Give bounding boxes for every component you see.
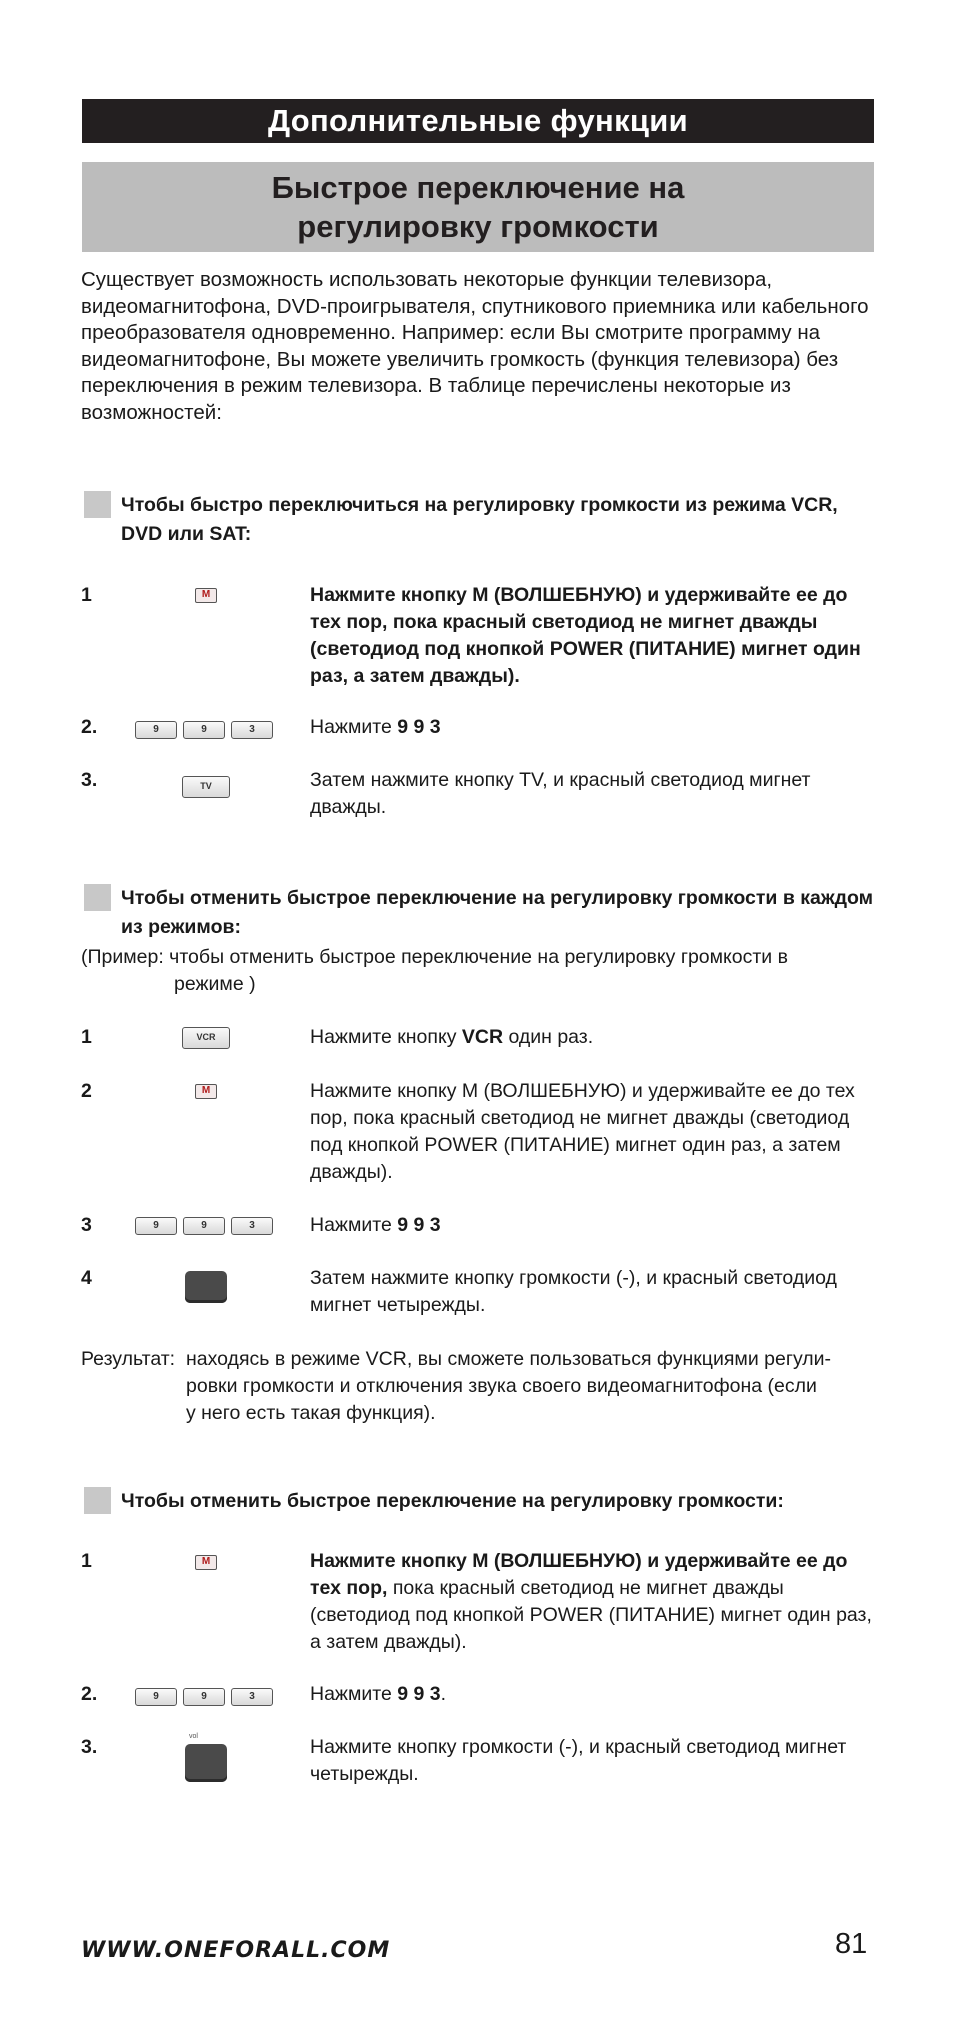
step-text-bold: VCR [461,1026,504,1048]
section-1-heading [84,491,874,549]
vol-label: vol [189,1733,198,1740]
step-text [310,1024,880,1051]
step-text-plain: Нажмите [310,716,398,738]
step-text-bold: 9 9 3 [397,1214,441,1236]
step-text-bold: 9 9 3 [397,716,441,738]
step-number: 3 [81,1214,92,1236]
magic-key-icon: M [195,588,217,603]
step-number: 3. [81,1736,98,1758]
step-text-plain: один раз. [503,1026,594,1048]
step-text-plain: Нажмите кнопку [310,1026,462,1048]
key-9-icon: 9 [183,721,225,739]
step-number: 4 [81,1267,92,1289]
section-header: Дополнительные функции [82,99,874,143]
step-number: 1 [81,584,92,606]
result-line: у него есть такая функция). [186,1402,436,1424]
section-1-title: Чтобы быстро переключиться на регулировку громкости из режима VCR, DVD или SAT: [121,494,838,545]
step-text: Нажмите кнопку громкости (-), и красный светодиод мигнет четырежды. [310,1736,847,1785]
step-number: 3. [81,769,98,791]
step-text-bold: Нажмите кнопку M (ВОЛШЕБНУЮ) и удерживайте ее до тех пор, [310,1550,848,1599]
step-text [310,1681,880,1708]
key-9-icon: 9 [135,1688,177,1706]
step-number: 2 [81,1080,92,1102]
step-text-plain: пока красный светодиод не мигнет дважды (светодиод под кнопкой POWER (ПИТАНИЕ) мигнет один раз, а затем дважды). [310,1577,872,1653]
section-2-title: Чтобы отменить быстрое переключение на регулировку громкости в каждом из режимов: [121,887,874,938]
step-text-plain: Нажмите [310,1214,398,1236]
step-number: 2. [81,716,98,738]
step-number: 1 [81,1550,92,1572]
key-3-icon: 3 [231,1688,273,1706]
bullet-square-icon [84,1487,111,1514]
step-text: Нажмите кнопку M (ВОЛШЕБНУЮ) и удерживайте ее до тех пор, пока красный светодиод не мигнет дважды (светодиод под кнопкой POWER (ПИТАНИЕ) мигнет один раз, а затем дважды). [310,1080,855,1183]
vcr-key-icon: VCR [182,1027,230,1049]
step-number: 1 [81,1026,92,1048]
step-text: Затем нажмите кнопку громкости (-), и красный светодиод мигнет четырежды. [310,1267,837,1316]
key-9-icon: 9 [183,1688,225,1706]
key-3-icon: 3 [231,1217,273,1235]
bullet-square-icon [84,884,111,911]
example-line: режиме ) [174,973,256,995]
intro-paragraph: Существует возможность использовать некоторые функции телевизора, видеомагнитофона, DVD-проигрывателя, спутникового приемника или кабельного преобразователя одновременно. Например: если Вы смотрите программу на видеомагнитофоне, Вы можете увеличить громкость (функция телевизора) без переключения в режим телевизора. В таблице перечислены некоторые из возможностей: [81,268,869,424]
page-title [82,162,874,252]
step-text-bold: 9 9 3 [397,1683,441,1705]
example-note [81,944,881,998]
key-9-icon: 9 [183,1217,225,1235]
magic-key-icon: M [195,1555,217,1570]
step-text [310,1212,880,1239]
step-number: 2. [81,1683,98,1705]
section-2-heading [84,884,874,942]
title-line-1: Быстрое переключение на [271,170,685,205]
step-text-plain: Нажмите [310,1683,398,1705]
section-3-heading [84,1487,874,1516]
tv-key-icon: TV [182,776,230,798]
volume-down-key-icon [185,1744,227,1782]
result-line: ровки громкости и отключения звука своего видеомагнитофона (если [186,1375,817,1397]
step-text: Затем нажмите кнопку TV, и красный светодиод мигнет дважды. [310,769,811,818]
key-3-icon: 3 [231,721,273,739]
result-line: находясь в режиме VCR, вы сможете пользоваться функциями регули- [186,1348,832,1370]
bullet-square-icon [84,491,111,518]
key-9-icon: 9 [135,1217,177,1235]
step-text-plain: . [440,1683,447,1705]
step-text [310,1548,880,1656]
key-9-icon: 9 [135,721,177,739]
section-3-title: Чтобы отменить быстрое переключение на регулировку громкости: [121,1490,784,1512]
page-number: 81 [835,1928,868,1960]
result-note [81,1346,881,1427]
step-text [310,714,880,741]
result-label: Результат: [81,1348,176,1370]
title-line-2: регулировку громкости [297,209,659,244]
step-text: Нажмите кнопку M (ВОЛШЕБНУЮ) и удерживайте ее до тех пор, пока красный светодиод не мигнет дважды (светодиод под кнопкой POWER (ПИТАНИЕ) мигнет один раз, а затем дважды). [310,584,861,687]
example-line: (Пример: чтобы отменить быстрое переключение на регулировку громкости в [81,946,788,968]
footer-url: WWW.ONEFORALL.COM [81,1938,391,1963]
magic-key-icon: M [195,1084,217,1099]
volume-down-key-icon [185,1271,227,1303]
